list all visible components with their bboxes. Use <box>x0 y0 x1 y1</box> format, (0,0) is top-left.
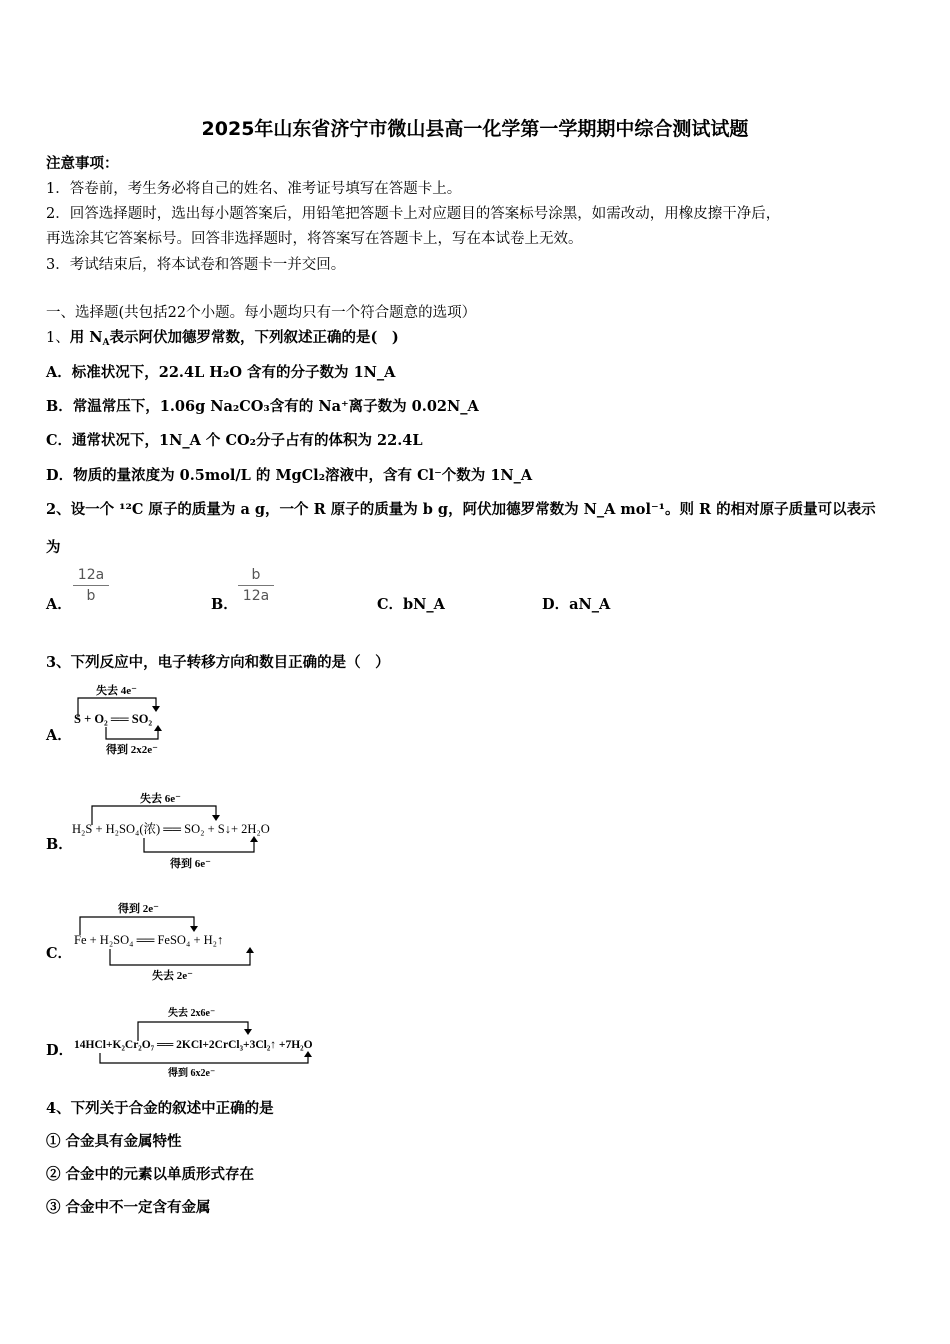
question-4-item: ① 合金具有金属特性 <box>46 1133 182 1150</box>
question-1-option-c[interactable]: C．通常状况下，1N_A 个 CO₂分子占有的体积为 22.4L <box>46 432 423 449</box>
transfer-arrow <box>144 838 254 852</box>
page-title: 2025年山东省济宁市微山县高一化学第一学期期中综合测试试题 <box>201 118 749 140</box>
stem-subscript: A <box>102 338 110 348</box>
arrow-head-icon <box>152 706 160 712</box>
question-3-option-c-label[interactable]: C． <box>46 945 73 962</box>
transfer-top-label: 失去 6e⁻ <box>140 793 181 805</box>
transfer-arrow <box>106 727 158 739</box>
arrow-head-icon <box>304 1051 312 1057</box>
equation-text: 14HCl+K₂Cr₂O₇ ══ 2KCl+2CrCl₃+3Cl₂↑ +7H₂O <box>74 1039 313 1051</box>
notice-item: 2．回答选择题时，选出每小题答案后，用铅笔把答题卡上对应题目的答案标号涂黑，如需改动，用橡皮擦干净后， <box>46 206 781 222</box>
stem-text: 用 N <box>69 329 103 346</box>
arrow-head-icon <box>250 836 258 842</box>
notice-item: 3．考试结束后，将本试卷和答题卡一并交回。 <box>46 257 346 273</box>
question-2-option-c[interactable]: C．bN_A <box>377 596 445 613</box>
transfer-top-label: 得到 2e⁻ <box>118 903 159 915</box>
question-1-option-b[interactable]: B．常温常压下，1.06g Na₂CO₃含有的 Na⁺离子数为 0.02N_A <box>46 398 479 415</box>
equation-text: Fe + H₂SO₄ ══ FeSO₄ + H₂↑ <box>74 933 224 947</box>
question-4-item: ③ 合金中不一定含有金属 <box>46 1199 211 1216</box>
arrow-head-icon <box>246 947 254 953</box>
equation-text: H₂S + H₂SO₄(浓) ══ SO₂ + S↓+ 2H₂O <box>72 822 270 836</box>
question-2-option-a-fraction[interactable] <box>73 567 109 604</box>
arrow-head-icon <box>154 725 162 731</box>
question-1-stem <box>46 326 399 348</box>
transfer-bottom-label: 得到 2x2e⁻ <box>106 744 158 756</box>
transfer-bottom-label: 得到 6e⁻ <box>170 858 211 870</box>
arrow-head-icon <box>190 926 198 932</box>
transfer-bottom-label: 得到 6x2e⁻ <box>168 1068 216 1079</box>
question-3-option-d-equation[interactable] <box>72 1003 362 1085</box>
question-3-option-b-label[interactable]: B． <box>46 836 73 853</box>
question-3-option-a-equation[interactable] <box>72 681 212 761</box>
transfer-top-label: 失去 4e⁻ <box>96 685 137 697</box>
transfer-arrow <box>110 949 250 965</box>
section-heading: 一、选择题(共包括22个小题。每小题均只有一个符合题意的选项） <box>46 305 477 321</box>
question-2-stem: 2、设一个 ¹²C 原子的质量为 a g，一个 R 原子的质量为 b g，阿伏加德罗常数为 N_A mol⁻¹。则 R 的相对原子质量可以表示 <box>46 501 876 518</box>
notice-item: 1．答卷前，考生务必将自己的姓名、准考证号填写在答题卡上。 <box>46 181 462 197</box>
electron-transfer-diagram <box>72 1003 362 1081</box>
question-4-stem: 4、下列关于合金的叙述中正确的是 <box>46 1100 274 1117</box>
question-2-option-b-label[interactable]: B． <box>211 596 238 613</box>
electron-transfer-diagram <box>72 899 282 985</box>
fraction-numerator: 12a <box>73 567 109 586</box>
question-3-option-b-equation[interactable] <box>72 789 322 877</box>
transfer-arrow <box>100 1053 308 1063</box>
question-4-item: ② 合金中的元素以单质形式存在 <box>46 1166 255 1183</box>
question-number: 1、 <box>46 330 70 346</box>
question-2-stem-cont: 为 <box>46 539 61 556</box>
notice-heading: 注意事项： <box>46 155 119 172</box>
electron-transfer-diagram <box>72 681 212 757</box>
equation-text: S + O₂ ══ SO₂ <box>74 712 153 726</box>
question-2-option-d[interactable]: D．aN_A <box>542 596 611 613</box>
fraction-denominator: 12a <box>242 588 270 604</box>
question-2-option-b-fraction[interactable] <box>238 567 274 604</box>
question-3-option-d-label[interactable]: D． <box>46 1042 74 1059</box>
arrow-head-icon <box>212 815 220 821</box>
fraction-denominator: b <box>86 588 96 604</box>
electron-transfer-diagram <box>72 789 322 873</box>
arrow-head-icon <box>244 1029 252 1035</box>
transfer-bottom-label: 失去 2e⁻ <box>152 970 193 982</box>
fraction-numerator: b <box>238 567 274 586</box>
question-3-stem: 3、下列反应中，电子转移方向和数目正确的是（ ） <box>46 654 390 671</box>
question-3-option-c-equation[interactable] <box>72 899 282 989</box>
transfer-top-label: 失去 2x6e⁻ <box>168 1008 216 1019</box>
notice-item: 再选涂其它答案标号。回答非选择题时，将答案写在答题卡上，写在本试卷上无效。 <box>46 231 583 247</box>
question-1-option-a[interactable]: A．标准状况下，22.4L H₂O 含有的分子数为 1N_A <box>46 364 396 381</box>
question-1-option-d[interactable]: D．物质的量浓度为 0.5mol/L 的 MgCl₂溶液中，含有 Cl⁻个数为 1N_A <box>46 467 533 484</box>
question-3-option-a-label[interactable]: A． <box>46 727 72 744</box>
stem-text: 表示阿伏加德罗常数，下列叙述正确的是( ) <box>109 329 399 346</box>
question-2-option-a-label[interactable]: A． <box>46 596 72 613</box>
